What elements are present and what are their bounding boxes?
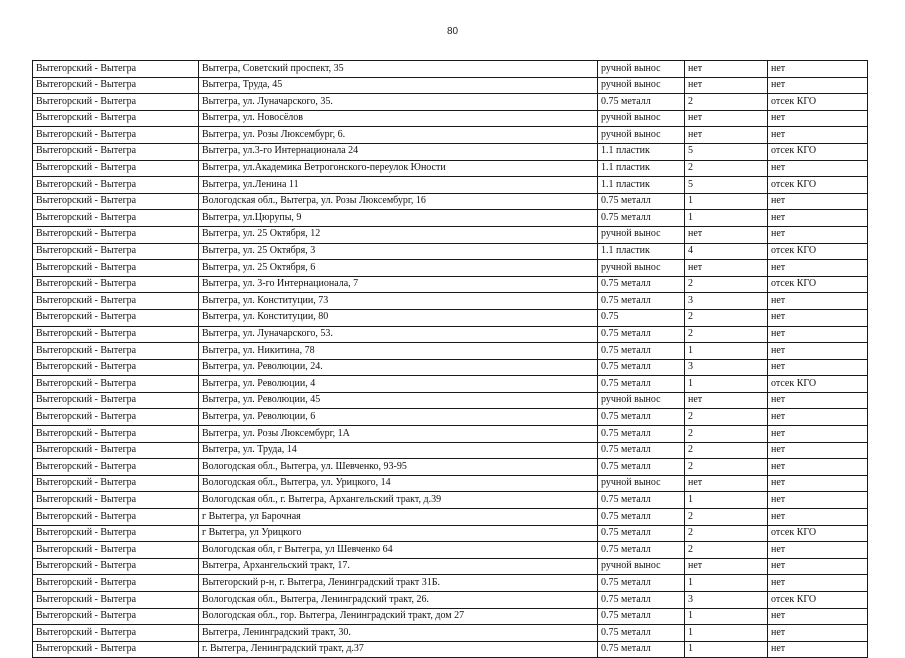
district-cell: Вытегорский - Вытегра — [33, 160, 199, 177]
district-cell: Вытегорский - Вытегра — [33, 293, 199, 310]
container-type-cell: 1.1 пластик — [598, 243, 685, 260]
container-type-cell: 0.75 металл — [598, 525, 685, 542]
container-count-cell: 5 — [685, 177, 768, 194]
bulky-waste-cell: нет — [768, 293, 868, 310]
container-type-cell: ручной вынос — [598, 127, 685, 144]
container-count-cell: 1 — [685, 210, 768, 227]
container-type-cell: 0.75 металл — [598, 293, 685, 310]
table-row — [33, 243, 868, 260]
address-cell: Вытегра, ул. Революции, 4 — [199, 376, 598, 393]
address-cell: Вытегра, ул. Конституции, 73 — [199, 293, 598, 310]
address-cell: Вытегра, ул. Революции, 24. — [199, 359, 598, 376]
table-row — [33, 326, 868, 343]
address-cell: г Вытегра, ул Барочная — [199, 509, 598, 526]
container-count-cell: 1 — [685, 492, 768, 509]
container-count-cell: нет — [685, 475, 768, 492]
container-type-cell: 1.1 пластик — [598, 143, 685, 160]
container-count-cell: 2 — [685, 426, 768, 443]
address-cell: Вологодская обл., Вытегра, ул. Урицкого, 14 — [199, 475, 598, 492]
address-cell: Вытегра, ул. Никитина, 78 — [199, 343, 598, 360]
table-row — [33, 558, 868, 575]
address-cell: Вытегра, ул. 25 Октября, 12 — [199, 226, 598, 243]
table-row — [33, 210, 868, 227]
container-type-cell: 1.1 пластик — [598, 177, 685, 194]
table-row — [33, 110, 868, 127]
bulky-waste-cell: нет — [768, 625, 868, 642]
container-type-cell: 0.75 металл — [598, 592, 685, 609]
table-row — [33, 409, 868, 426]
address-cell: Вытегра, ул.3-го Интернационала 24 — [199, 143, 598, 160]
container-count-cell: 2 — [685, 509, 768, 526]
district-cell: Вытегорский - Вытегра — [33, 94, 199, 111]
bulky-waste-cell: отсек КГО — [768, 525, 868, 542]
table-row — [33, 592, 868, 609]
table-row — [33, 143, 868, 160]
table-row — [33, 475, 868, 492]
district-cell: Вытегорский - Вытегра — [33, 343, 199, 360]
district-cell: Вытегорский - Вытегра — [33, 309, 199, 326]
address-cell: Вытегра, ул.Ленина 11 — [199, 177, 598, 194]
table-row — [33, 193, 868, 210]
container-count-cell: 2 — [685, 160, 768, 177]
district-cell: Вытегорский - Вытегра — [33, 525, 199, 542]
district-cell: Вытегорский - Вытегра — [33, 492, 199, 509]
container-type-cell: ручной вынос — [598, 392, 685, 409]
bulky-waste-cell: нет — [768, 110, 868, 127]
container-count-cell: 1 — [685, 343, 768, 360]
district-cell: Вытегорский - Вытегра — [33, 641, 199, 658]
bulky-waste-cell: отсек КГО — [768, 276, 868, 293]
container-type-cell: 0.75 металл — [598, 575, 685, 592]
district-cell: Вытегорский - Вытегра — [33, 475, 199, 492]
container-count-cell: нет — [685, 77, 768, 94]
container-type-cell: 0.75 металл — [598, 641, 685, 658]
address-cell: Вытегра, ул. Луначарского, 53. — [199, 326, 598, 343]
address-cell: Вытегра, ул. Революции, 6 — [199, 409, 598, 426]
table-row — [33, 525, 868, 542]
district-cell: Вытегорский - Вытегра — [33, 542, 199, 559]
address-cell: Вытегра, ул. Луначарского, 35. — [199, 94, 598, 111]
district-cell: Вытегорский - Вытегра — [33, 409, 199, 426]
address-cell: Вытегра, ул. 25 Октября, 3 — [199, 243, 598, 260]
district-cell: Вытегорский - Вытегра — [33, 210, 199, 227]
container-count-cell: 3 — [685, 359, 768, 376]
container-count-cell: 5 — [685, 143, 768, 160]
table-row — [33, 309, 868, 326]
district-cell: Вытегорский - Вытегра — [33, 442, 199, 459]
container-type-cell: ручной вынос — [598, 260, 685, 277]
address-cell: Вытегра, Советский проспект, 35 — [199, 61, 598, 78]
bulky-waste-cell: нет — [768, 359, 868, 376]
address-cell: Вытегра, ул. Конституции, 80 — [199, 309, 598, 326]
container-count-cell: 1 — [685, 608, 768, 625]
address-cell: Вытегра, Ленинградский тракт, 30. — [199, 625, 598, 642]
table-row — [33, 127, 868, 144]
container-count-cell: 1 — [685, 575, 768, 592]
bulky-waste-cell: нет — [768, 492, 868, 509]
table-row — [33, 77, 868, 94]
district-cell: Вытегорский - Вытегра — [33, 459, 199, 476]
bulky-waste-cell: отсек КГО — [768, 243, 868, 260]
table-row — [33, 426, 868, 443]
district-cell: Вытегорский - Вытегра — [33, 326, 199, 343]
address-cell: Вологодская обл, г Вытегра, ул Шевченко 64 — [199, 542, 598, 559]
container-type-cell: 1.1 пластик — [598, 160, 685, 177]
container-count-cell: нет — [685, 260, 768, 277]
container-count-cell: 1 — [685, 193, 768, 210]
bulky-waste-cell: нет — [768, 309, 868, 326]
container-count-cell: нет — [685, 61, 768, 78]
container-type-cell: ручной вынос — [598, 110, 685, 127]
container-type-cell: 0.75 металл — [598, 359, 685, 376]
district-cell: Вытегорский - Вытегра — [33, 260, 199, 277]
container-type-cell: 0.75 металл — [598, 442, 685, 459]
bulky-waste-cell: нет — [768, 509, 868, 526]
bulky-waste-cell: отсек КГО — [768, 177, 868, 194]
container-type-cell: 0.75 металл — [598, 343, 685, 360]
district-cell: Вытегорский - Вытегра — [33, 625, 199, 642]
container-type-cell: 0.75 — [598, 309, 685, 326]
table-row — [33, 542, 868, 559]
bulky-waste-cell: отсек КГО — [768, 94, 868, 111]
table-row — [33, 608, 868, 625]
container-count-cell: 2 — [685, 94, 768, 111]
bulky-waste-cell: нет — [768, 210, 868, 227]
table-row — [33, 392, 868, 409]
address-cell: Вологодская обл., гор. Вытегра, Ленинградский тракт, дом 27 — [199, 608, 598, 625]
table-row — [33, 276, 868, 293]
table-body — [33, 61, 868, 658]
address-cell: Вытегра, ул. Новосёлов — [199, 110, 598, 127]
address-cell: Вытегра, ул. Революции, 45 — [199, 392, 598, 409]
container-count-cell: нет — [685, 392, 768, 409]
table-row — [33, 575, 868, 592]
district-cell: Вытегорский - Вытегра — [33, 143, 199, 160]
container-type-cell: ручной вынос — [598, 61, 685, 78]
address-cell: Вытегра, ул. Розы Люксембург, 1А — [199, 426, 598, 443]
district-cell: Вытегорский - Вытегра — [33, 61, 199, 78]
table-row — [33, 625, 868, 642]
table-row — [33, 226, 868, 243]
container-count-cell: 2 — [685, 326, 768, 343]
table-row — [33, 177, 868, 194]
table-row — [33, 343, 868, 360]
district-cell: Вытегорский - Вытегра — [33, 592, 199, 609]
table-row — [33, 160, 868, 177]
address-cell: Вытегра, ул. Розы Люксембург, 6. — [199, 127, 598, 144]
container-count-cell: 2 — [685, 442, 768, 459]
container-type-cell: 0.75 металл — [598, 326, 685, 343]
container-count-cell: 3 — [685, 592, 768, 609]
district-cell: Вытегорский - Вытегра — [33, 110, 199, 127]
bulky-waste-cell: нет — [768, 193, 868, 210]
container-type-cell: 0.75 металл — [598, 542, 685, 559]
district-cell: Вытегорский - Вытегра — [33, 376, 199, 393]
bulky-waste-cell: нет — [768, 608, 868, 625]
container-type-cell: 0.75 металл — [598, 509, 685, 526]
container-count-cell: 1 — [685, 641, 768, 658]
address-cell: г. Вытегра, Ленинградский тракт, д.37 — [199, 641, 598, 658]
district-cell: Вытегорский - Вытегра — [33, 177, 199, 194]
container-type-cell: 0.75 металл — [598, 492, 685, 509]
container-count-cell: 2 — [685, 525, 768, 542]
table-row — [33, 94, 868, 111]
district-cell: Вытегорский - Вытегра — [33, 575, 199, 592]
district-cell: Вытегорский - Вытегра — [33, 392, 199, 409]
container-count-cell: 2 — [685, 542, 768, 559]
container-type-cell: 0.75 металл — [598, 376, 685, 393]
address-cell: Вологодская обл., Вытегра, ул. Розы Люксембург, 16 — [199, 193, 598, 210]
address-cell: Вологодская обл., Вытегра, ул. Шевченко, 93-95 — [199, 459, 598, 476]
bulky-waste-cell: нет — [768, 426, 868, 443]
district-cell: Вытегорский - Вытегра — [33, 276, 199, 293]
container-type-cell: 0.75 металл — [598, 409, 685, 426]
address-cell: Вытегра, ул. Труда, 14 — [199, 442, 598, 459]
bulky-waste-cell: нет — [768, 77, 868, 94]
container-count-cell: 4 — [685, 243, 768, 260]
address-cell: Вытегра, Труда, 45 — [199, 77, 598, 94]
bulky-waste-cell: нет — [768, 409, 868, 426]
table-row — [33, 492, 868, 509]
bulky-waste-cell: нет — [768, 641, 868, 658]
bulky-waste-cell: нет — [768, 127, 868, 144]
container-type-cell: ручной вынос — [598, 226, 685, 243]
table-row — [33, 260, 868, 277]
container-count-cell: нет — [685, 226, 768, 243]
table-row — [33, 509, 868, 526]
table-row — [33, 61, 868, 78]
container-type-cell: 0.75 металл — [598, 276, 685, 293]
bulky-waste-cell: нет — [768, 260, 868, 277]
address-cell: Вытегра, ул. 25 Октября, 6 — [199, 260, 598, 277]
bulky-waste-cell: нет — [768, 442, 868, 459]
table-row — [33, 359, 868, 376]
container-count-cell: 3 — [685, 293, 768, 310]
container-type-cell: ручной вынос — [598, 475, 685, 492]
bulky-waste-cell: отсек КГО — [768, 592, 868, 609]
address-cell: Вытегра, ул. 3-го Интернационала, 7 — [199, 276, 598, 293]
bulky-waste-cell: нет — [768, 475, 868, 492]
container-count-cell: нет — [685, 558, 768, 575]
container-count-cell: 1 — [685, 625, 768, 642]
bulky-waste-cell: нет — [768, 558, 868, 575]
container-count-cell: 2 — [685, 309, 768, 326]
container-type-cell: ручной вынос — [598, 558, 685, 575]
container-type-cell: 0.75 металл — [598, 625, 685, 642]
bulky-waste-cell: нет — [768, 61, 868, 78]
district-cell: Вытегорский - Вытегра — [33, 426, 199, 443]
bulky-waste-cell: нет — [768, 542, 868, 559]
address-cell: Вытегра, Архангельский тракт, 17. — [199, 558, 598, 575]
table-row — [33, 293, 868, 310]
container-type-cell: 0.75 металл — [598, 426, 685, 443]
container-type-cell: 0.75 металл — [598, 94, 685, 111]
bulky-waste-cell: нет — [768, 392, 868, 409]
container-type-cell: 0.75 металл — [598, 193, 685, 210]
container-count-cell: нет — [685, 110, 768, 127]
district-cell: Вытегорский - Вытегра — [33, 226, 199, 243]
district-cell: Вытегорский - Вытегра — [33, 77, 199, 94]
container-type-cell: 0.75 металл — [598, 608, 685, 625]
bulky-waste-cell: отсек КГО — [768, 143, 868, 160]
district-cell: Вытегорский - Вытегра — [33, 193, 199, 210]
container-count-cell: 2 — [685, 409, 768, 426]
bulky-waste-cell: нет — [768, 160, 868, 177]
page-number: 80 — [446, 26, 459, 37]
container-sites-table — [32, 60, 868, 658]
container-count-cell: 2 — [685, 276, 768, 293]
bulky-waste-cell: нет — [768, 326, 868, 343]
address-cell: Вытегра, ул.Цюрупы, 9 — [199, 210, 598, 227]
container-count-cell: 1 — [685, 376, 768, 393]
district-cell: Вытегорский - Вытегра — [33, 359, 199, 376]
container-type-cell: 0.75 металл — [598, 459, 685, 476]
district-cell: Вытегорский - Вытегра — [33, 127, 199, 144]
container-type-cell: 0.75 металл — [598, 210, 685, 227]
district-cell: Вытегорский - Вытегра — [33, 558, 199, 575]
address-cell: Вытегра, ул.Академика Ветрогонского-переулок Юности — [199, 160, 598, 177]
container-count-cell: 2 — [685, 459, 768, 476]
table-row — [33, 376, 868, 393]
container-type-cell: ручной вынос — [598, 77, 685, 94]
district-cell: Вытегорский - Вытегра — [33, 243, 199, 260]
bulky-waste-cell: нет — [768, 343, 868, 360]
bulky-waste-cell: нет — [768, 459, 868, 476]
table-row — [33, 641, 868, 658]
address-cell: Вытегорский р-н, г. Вытегра, Ленинградский тракт 31Б. — [199, 575, 598, 592]
container-count-cell: нет — [685, 127, 768, 144]
district-cell: Вытегорский - Вытегра — [33, 509, 199, 526]
address-cell: г Вытегра, ул Урицкого — [199, 525, 598, 542]
bulky-waste-cell: нет — [768, 575, 868, 592]
address-cell: Вологодская обл., Вытегра, Ленинградский тракт, 26. — [199, 592, 598, 609]
address-cell: Вологодская обл., г. Вытегра, Архангельский тракт, д.39 — [199, 492, 598, 509]
district-cell: Вытегорский - Вытегра — [33, 608, 199, 625]
bulky-waste-cell: нет — [768, 226, 868, 243]
bulky-waste-cell: отсек КГО — [768, 376, 868, 393]
table-row — [33, 442, 868, 459]
table-row — [33, 459, 868, 476]
